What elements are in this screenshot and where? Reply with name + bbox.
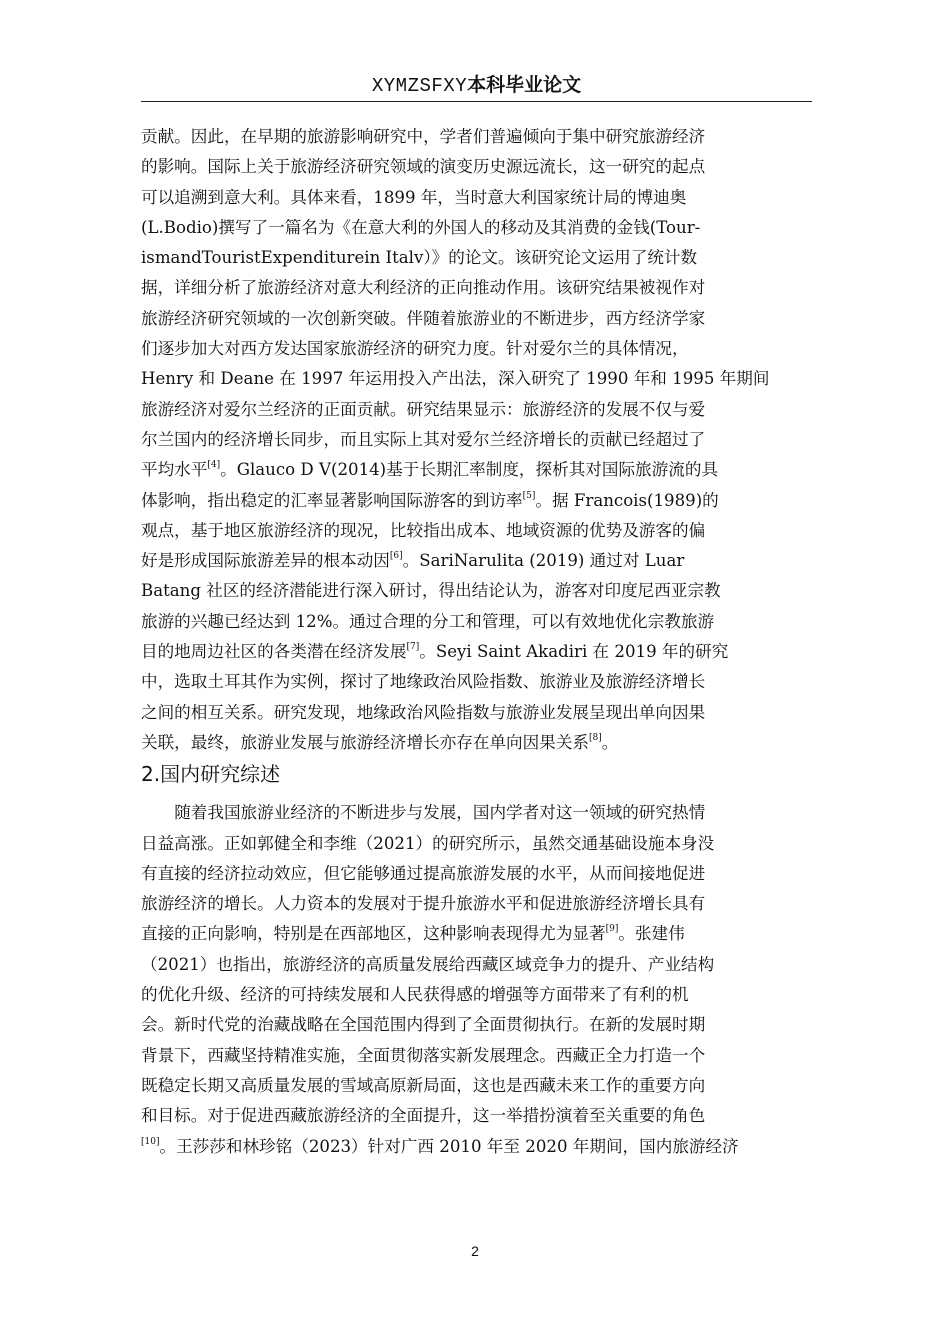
section-2-paragraph — [141, 798, 812, 1162]
text-line — [141, 1132, 812, 1162]
citation-ref: [6] — [389, 551, 403, 562]
text-segment: Batang 社区的经济潜能进行深入研讨，得出结论认为，游客对印度尼西亚宗教 — [141, 581, 721, 601]
text-line — [141, 183, 812, 213]
text-segment: 。Glauco D V(2014)基于长期汇率制度，探析其对国际旅游流的具 — [220, 460, 719, 480]
text-line — [141, 728, 812, 758]
header-rule — [141, 101, 812, 102]
header-cjk-text: 本科毕业论文 — [467, 74, 582, 96]
text-line — [141, 455, 812, 485]
section-2-heading: 2.国内研究综述 — [141, 762, 281, 787]
page-number: 2 — [471, 1243, 479, 1259]
text-segment: 旅游经济的增长。人力资本的发展对于提升旅游水平和促进旅游经济增长具有 — [141, 894, 706, 914]
text-segment: 关联，最终，旅游业发展与旅游经济增长亦存在单向因果关系 — [141, 732, 590, 752]
text-line — [141, 607, 812, 637]
text-segment: 旅游经济对爱尔兰经济的正面贡献。研究结果显示：旅游经济的发展不仅与爱 — [141, 399, 706, 419]
text-line — [141, 243, 812, 273]
citation-ref: [10] — [141, 1136, 160, 1147]
text-segment: 和目标。对于促进西藏旅游经济的全面提升，这一举措扮演着至关重要的角色 — [141, 1106, 706, 1126]
text-segment: 背景下，西藏坚持精准实施，全面贯彻落实新发展理念。西藏正全力打造一个 — [141, 1045, 706, 1065]
text-line — [141, 304, 812, 334]
text-line — [141, 1071, 812, 1101]
text-segment: 目的地周边社区的各类潜在经济发展 — [141, 642, 407, 662]
text-line — [141, 273, 812, 303]
text-line — [141, 546, 812, 576]
text-segment: 随着我国旅游业经济的不断进步与发展，国内学者对这一领域的研究热情 — [174, 803, 706, 823]
text-segment: 直接的正向影响，特别是在西部地区，这种影响表现得尤为显著 — [141, 924, 606, 944]
text-segment: 。张建伟 — [618, 924, 685, 944]
text-line — [141, 698, 812, 728]
text-segment: 尔兰国内的经济增长同步，而且实际上其对爱尔兰经济增长的贡献已经超过了 — [141, 429, 706, 449]
text-line — [141, 334, 812, 364]
text-segment: 好是形成国际旅游差异的根本动因 — [141, 551, 390, 571]
text-line — [141, 1101, 812, 1131]
text-segment: （2021）也指出，旅游经济的高质量发展给西藏区域竞争力的提升、产业结构 — [141, 954, 715, 974]
text-segment: 的优化升级、经济的可持续发展和人民获得感的增强等方面带来了有利的机 — [141, 985, 689, 1005]
text-segment: 。 — [601, 732, 619, 752]
text-segment: (L.Bodio)撰写了一篇名为《在意大利的外国人的移动及其消费的金钱(Tour- — [141, 217, 701, 237]
text-line — [141, 486, 812, 516]
text-segment: 。SariNarulita (2019) 通过对 Luar — [402, 551, 685, 571]
citation-ref: [8] — [589, 732, 602, 743]
text-segment: Henry 和 Deane 在 1997 年运用投入产出法，深入研究了 1990 年和 1995 年期间 — [141, 369, 770, 389]
text-line — [141, 667, 812, 697]
text-line — [141, 859, 812, 889]
text-line — [141, 122, 812, 152]
text-line — [141, 950, 812, 980]
text-line — [141, 576, 812, 606]
text-line — [141, 1041, 812, 1071]
text-segment: 中，选取土耳其作为实例，探讨了地缘政治风险指数、旅游业及旅游经济增长 — [141, 672, 706, 692]
text-segment: 贡献。因此，在早期的旅游影响研究中，学者们普遍倾向于集中研究旅游经济 — [141, 127, 706, 146]
text-segment: 体影响，指出稳定的汇率显著影响国际游客的到访率 — [141, 490, 523, 510]
citation-ref: [7] — [406, 642, 420, 653]
text-line — [141, 425, 812, 455]
text-line — [141, 364, 812, 394]
text-segment: 日益高涨。正如郭健全和李维（2021）的研究所示，虽然交通基础设施本身没 — [141, 833, 715, 853]
text-segment: 平均水平 — [141, 460, 208, 480]
text-line — [141, 395, 812, 425]
page-header — [141, 72, 812, 100]
text-segment: 。Seyi Saint Akadiri 在 2019 年的研究 — [419, 642, 729, 662]
text-segment: 。王莎莎和林珍铭（2023）针对广西 2010 年至 2020 年期间，国内旅游经济 — [159, 1136, 739, 1156]
text-segment: ismandTouristExpenditurein Italv）》的论文。该研究论文运用了统计数 — [141, 248, 698, 268]
text-line — [141, 152, 812, 182]
text-segment: 据，详细分析了旅游经济对意大利经济的正向推动作用。该研究结果被视作对 — [141, 278, 706, 298]
text-line — [141, 919, 812, 949]
text-segment: 既稳定长期又高质量发展的雪域高原新局面，这也是西藏未来工作的重要方向 — [141, 1075, 706, 1095]
text-segment: 旅游经济研究领域的一次创新突破。伴随着旅游业的不断进步，西方经济学家 — [141, 308, 706, 328]
text-segment: 观点，基于地区旅游经济的现况，比较指出成本、地域资源的优势及游客的偏 — [141, 520, 706, 540]
section-1-paragraph — [141, 122, 812, 758]
text-line — [141, 889, 812, 919]
citation-ref: [9] — [605, 924, 619, 935]
citation-ref: [4] — [207, 460, 221, 471]
text-segment: 有直接的经济拉动效应，但它能够通过提高旅游发展的水平，从而间接地促进 — [141, 863, 706, 883]
text-line — [141, 829, 812, 859]
text-segment: 会。新时代党的治藏战略在全国范围内得到了全面贯彻执行。在新的发展时期 — [141, 1015, 706, 1035]
text-line — [141, 798, 812, 828]
citation-ref: [5] — [522, 490, 536, 501]
text-segment: 可以追溯到意大利。具体来看，1899 年，当时意大利国家统计局的博迪奥 — [141, 187, 687, 207]
document-body — [141, 122, 812, 1162]
text-segment: 的影响。国际上关于旅游经济研究领域的演变历史源远流长，这一研究的起点 — [141, 157, 706, 177]
text-segment: 之间的相互关系。研究发现，地缘政治风险指数与旅游业发展呈现出单向因果 — [141, 702, 706, 722]
header-latin-text: XYMZSFXY — [371, 75, 468, 97]
text-segment: 。据 Francois(1989)的 — [535, 490, 719, 510]
text-line — [141, 213, 812, 243]
text-segment: 旅游的兴趣已经达到 12%。通过合理的分工和管理，可以有效地优化宗教旅游 — [141, 611, 715, 631]
text-segment: 们逐步加大对西方发达国家旅游经济的研究力度。针对爱尔兰的具体情况， — [141, 339, 689, 359]
text-line — [141, 516, 812, 546]
text-line — [141, 1010, 812, 1040]
text-line — [141, 637, 812, 667]
text-line — [141, 980, 812, 1010]
